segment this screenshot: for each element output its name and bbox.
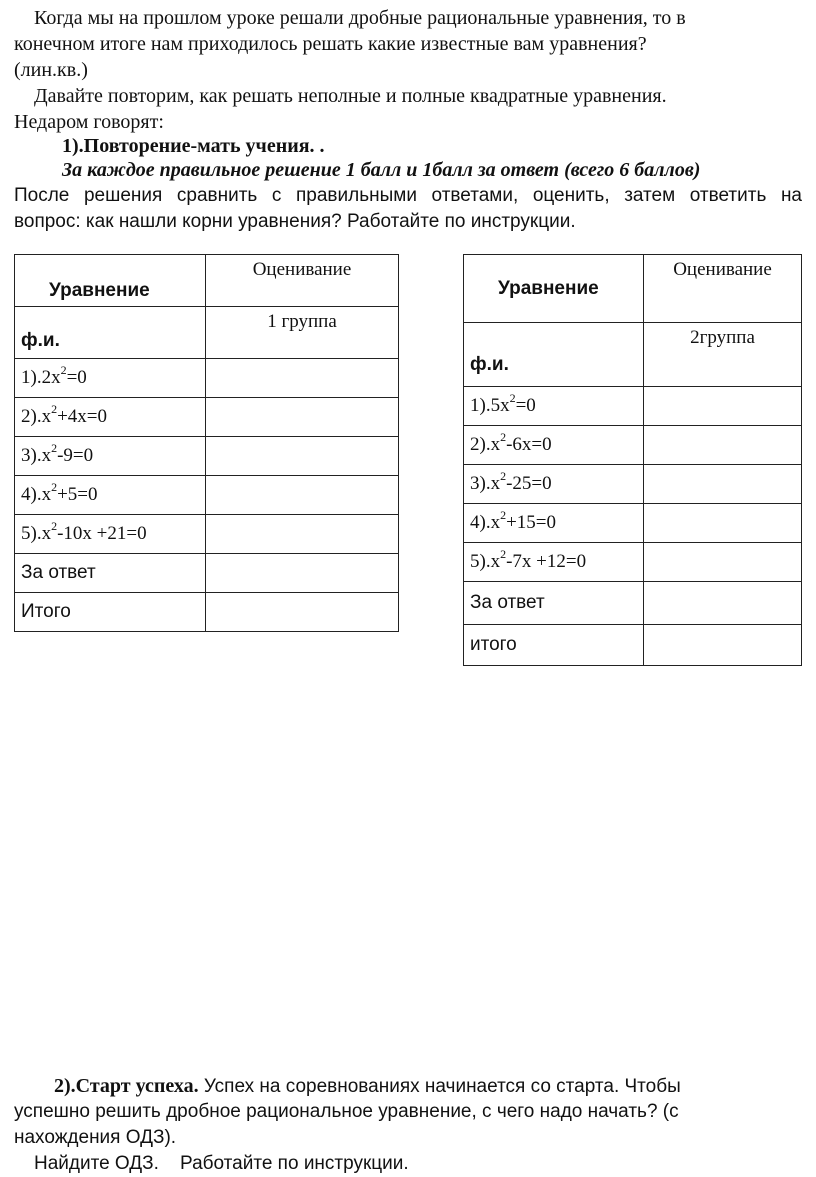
table1-fi-label: ф.и. — [15, 307, 206, 359]
table2-equation-3: $3).x^2-25=0$ — [464, 465, 644, 504]
table2-equation-4: $4).x^2+15=0$ — [464, 504, 644, 543]
section2-text-1: Успех на соревнованиях начинается со старта. Чтобы — [198, 1076, 681, 1097]
section2-line-4: Найдите ОДЗ. Работайте по инструкции. — [34, 1153, 409, 1174]
section2-line-3: нахождения ОДЗ). — [14, 1127, 177, 1148]
table2-score-1[interactable] — [644, 387, 802, 426]
table1-total-score[interactable] — [206, 593, 399, 632]
table2-group-label: 2группа — [644, 323, 802, 387]
table1-score-1[interactable] — [206, 359, 399, 398]
section1-heading: 1).Повторение-мать учения. . — [62, 135, 325, 157]
table2-fi-label: ф.и. — [464, 323, 644, 387]
section2-line-2: успешно решить дробное рациональное уравнение, с чего надо начать? (с — [14, 1101, 679, 1122]
table2-total-score[interactable] — [644, 625, 802, 666]
table1-equation-5: $5).x^2-10x +21=0$ — [15, 515, 206, 554]
table1-score-2[interactable] — [206, 398, 399, 437]
table1-answer-score[interactable] — [206, 554, 399, 593]
table1-equation-1: $1).2x^2=0$ — [15, 359, 206, 398]
section1-scoring: За каждое правильное решение 1 балл и 1балл за ответ (всего 6 баллов) — [62, 159, 701, 181]
table2-total-label: итого — [464, 625, 644, 666]
table1-total-label: Итого — [15, 593, 206, 632]
table1-score-3[interactable] — [206, 437, 399, 476]
table1-score-5[interactable] — [206, 515, 399, 554]
table2-header-equation: Уравнение — [464, 255, 644, 323]
table2-answer-label: За ответ — [464, 582, 644, 625]
section1-instruction-line-2: вопрос: как нашли корни уравнения? Работайте по инструкции. — [14, 211, 576, 232]
intro-line-5: Недаром говорят: — [14, 111, 164, 133]
table2-equation-2: $2).x^2-6x=0$ — [464, 426, 644, 465]
section1-instruction-line-1: После решения сравнить с правильными ответами, оценить, затем ответить на — [14, 185, 802, 206]
table2-equation-1: $1).5x^2=0$ — [464, 387, 644, 426]
intro-line-4: Давайте повторим, как решать неполные и полные квадратные уравнения. — [34, 85, 667, 107]
table2-score-4[interactable] — [644, 504, 802, 543]
intro-line-2: конечном итоге нам приходилось решать какие известные вам уравнения? — [14, 33, 647, 55]
table2-score-3[interactable] — [644, 465, 802, 504]
intro-line-1: Когда мы на прошлом уроке решали дробные рациональные уравнения, то в — [34, 7, 686, 29]
table1-equation-2: $2).x^2+4x=0$ — [15, 398, 206, 437]
grading-table-group-2 — [463, 254, 802, 666]
table1-group-label: 1 группа — [206, 307, 399, 359]
table1-score-4[interactable] — [206, 476, 399, 515]
table2-equation-5: $5).x^2-7x +12=0$ — [464, 543, 644, 582]
grading-table-group-1 — [14, 254, 399, 632]
section2-line-1 — [54, 1073, 681, 1100]
table2-header-grading: Оценивание — [644, 255, 802, 323]
intro-line-3: (лин.кв.) — [14, 59, 88, 81]
table1-equation-3: $3).x^2-9=0$ — [15, 437, 206, 476]
table1-header-grading: Оценивание — [206, 255, 399, 307]
table1-answer-label: За ответ — [15, 554, 206, 593]
table1-equation-4: $4).x^2+5=0$ — [15, 476, 206, 515]
section2-heading: 2).Старт успеха. — [54, 1075, 199, 1097]
table1-header-equation: Уравнение — [15, 255, 206, 307]
table2-score-2[interactable] — [644, 426, 802, 465]
table2-score-5[interactable] — [644, 543, 802, 582]
table2-answer-score[interactable] — [644, 582, 802, 625]
